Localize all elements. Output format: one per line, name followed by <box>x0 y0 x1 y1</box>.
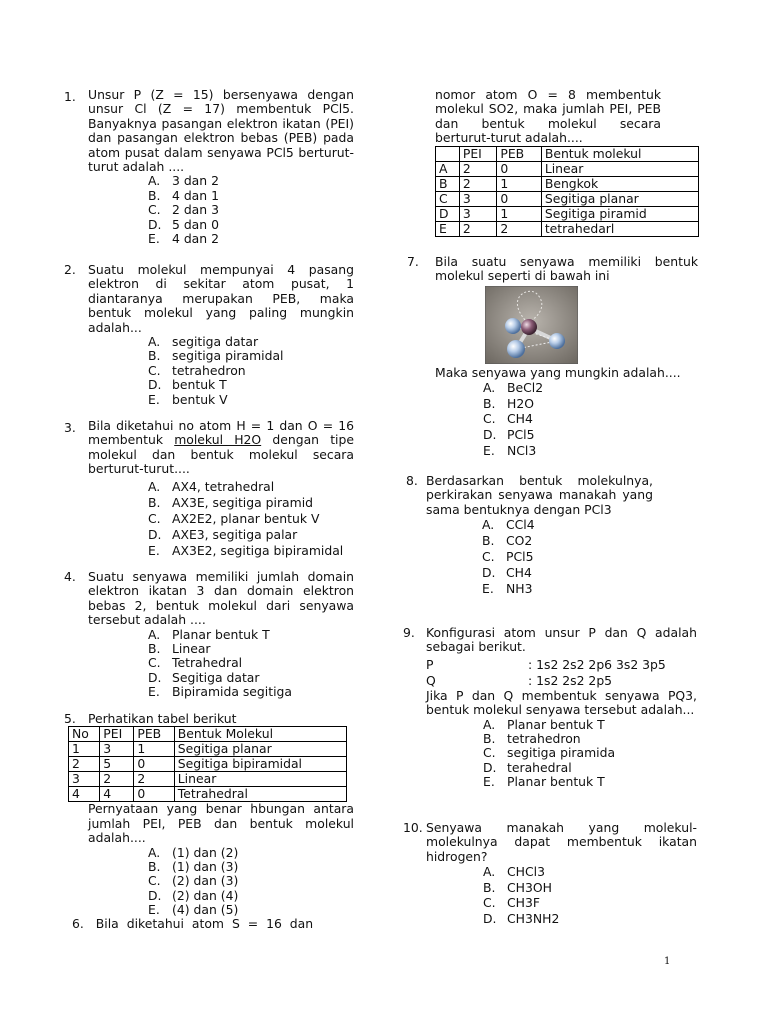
table-cell <box>436 146 460 161</box>
answer-option <box>148 232 354 246</box>
table-cell: A <box>436 161 460 176</box>
option-letter: A. <box>483 716 496 732</box>
option-text: AXE3, segitiga palar <box>172 526 298 542</box>
element-symbol: P <box>426 656 434 672</box>
option-letter: E. <box>148 231 160 247</box>
option-letter: C. <box>483 745 496 761</box>
answer-option <box>148 874 354 888</box>
option-list <box>483 718 697 790</box>
question-text: Bila suatu senyawa memiliki bentuk molekul seperti di bawah ini <box>435 254 698 284</box>
question-6-start <box>72 917 354 931</box>
option-text: CH3F <box>507 895 540 911</box>
table-cell: B <box>436 176 460 191</box>
question-number: 4. <box>64 569 76 584</box>
answer-option <box>483 732 697 746</box>
question-text-start: Bila diketahui atom S = 16 dan <box>95 916 314 931</box>
option-list <box>148 174 354 246</box>
option-text: terahedral <box>507 759 572 775</box>
table-cell: 1 <box>497 206 541 221</box>
option-letter: A. <box>148 173 161 189</box>
table-cell: 0 <box>134 757 174 772</box>
option-letter: C. <box>148 362 161 378</box>
question-number: 2. <box>64 262 76 277</box>
option-text: AX4, tetrahedral <box>172 478 275 494</box>
question-intro: Perhatikan tabel berikut <box>88 711 237 726</box>
table-row <box>69 772 347 787</box>
table-row <box>436 191 699 206</box>
option-letter: D. <box>148 887 162 903</box>
table-cell: 2 <box>134 772 174 787</box>
option-text: tetrahedron <box>507 731 581 747</box>
table-cell: 3 <box>459 191 496 206</box>
question-text: Berdasarkan bentuk molekulnya, perkirakan senyawa manakah yang sama bentuknya dengan PCl3 <box>426 473 653 517</box>
option-text: 4 dan 2 <box>172 231 219 247</box>
question-text: nomor atom O = 8 membentuk molekul SO2, maka jumlah PEI, PEB dan bentuk molekul secara berturut-turut adalah.... <box>435 87 661 146</box>
option-text: H2O <box>507 395 534 411</box>
option-letter: E. <box>483 774 495 790</box>
table-cell: Bentuk Molekul <box>174 727 346 742</box>
table-header-row <box>69 727 347 742</box>
question-9 <box>403 626 697 790</box>
option-text: 4 dan 1 <box>172 187 219 203</box>
option-letter: C. <box>148 202 161 218</box>
question-1 <box>64 87 354 247</box>
configuration-value: : 1s2 2s2 2p5 <box>528 672 613 688</box>
answer-option <box>148 685 354 699</box>
question-4 <box>64 569 354 700</box>
option-letter: D. <box>483 759 497 775</box>
table-cell: PEI <box>459 146 496 161</box>
question-number: 5. <box>64 711 76 726</box>
answer-option <box>483 718 697 732</box>
answer-option <box>148 393 354 407</box>
option-letter: D. <box>148 669 162 685</box>
answer-option <box>148 846 354 860</box>
answer-option <box>148 642 354 656</box>
table-cell: Segitiga planar <box>541 191 698 206</box>
option-text: bentuk V <box>172 391 228 407</box>
table-row <box>436 221 699 236</box>
option-letter: A. <box>483 864 496 880</box>
table-cell: D <box>436 206 460 221</box>
table-cell: 1 <box>134 742 174 757</box>
option-letter: E. <box>148 684 160 700</box>
table-cell: 2 <box>459 221 496 236</box>
option-letter: A. <box>483 380 496 396</box>
answer-option <box>148 495 354 511</box>
question-text <box>88 419 354 477</box>
table-cell: PEB <box>134 727 174 742</box>
answer-option <box>148 511 354 527</box>
option-letter: A. <box>148 626 161 642</box>
answer-option <box>483 775 697 789</box>
option-letter: E. <box>483 442 495 458</box>
option-letter: B. <box>148 348 161 364</box>
option-letter: B. <box>148 641 161 657</box>
table-cell: Linear <box>174 772 346 787</box>
option-letter: B. <box>483 395 496 411</box>
question-number: 7. <box>407 254 419 269</box>
question-text: Senyawa manakah yang molekul-molekulnya dapat membentuk ikatan hidrogen? <box>426 820 697 864</box>
question-number: 6. <box>72 916 84 931</box>
table-row <box>436 206 699 221</box>
answer-option <box>483 411 698 427</box>
option-text: NH3 <box>506 581 533 597</box>
configuration-row <box>426 673 697 689</box>
table-cell: tetrahedarl <box>541 221 698 236</box>
answer-option <box>148 174 354 188</box>
answer-option <box>148 218 354 232</box>
option-letter: D. <box>148 526 162 542</box>
answer-option <box>483 380 698 396</box>
answer-option <box>148 203 354 217</box>
question-5 <box>64 711 354 918</box>
table-cell: E <box>436 221 460 236</box>
table-cell: Linear <box>541 161 698 176</box>
table-cell: Segitiga bipiramidal <box>174 757 346 772</box>
answer-option <box>148 671 354 685</box>
question-prompt: Jika P dan Q membentuk senyawa PQ3, bentuk molekul senyawa tersebut adalah... <box>426 687 697 718</box>
table-cell: 2 <box>69 757 100 772</box>
option-text: NCl3 <box>507 442 537 458</box>
answer-option <box>148 860 354 874</box>
option-letter: E. <box>482 581 494 597</box>
question-2 <box>64 262 354 407</box>
option-text: BeCl2 <box>507 380 544 396</box>
answer-table <box>435 146 699 237</box>
option-text: 5 dan 0 <box>172 216 219 232</box>
option-list <box>148 479 354 559</box>
question-8 <box>406 474 653 597</box>
table-row <box>436 176 699 191</box>
answer-option <box>482 517 653 533</box>
answer-option <box>482 533 653 549</box>
question-text-start: Bila diketahui no atom H = 1 dan O = 16 membentuk <box>88 418 354 448</box>
table-cell: Bentuk molekul <box>541 146 698 161</box>
data-table <box>68 726 347 802</box>
answer-option <box>148 349 354 363</box>
answer-option <box>148 189 354 203</box>
option-text: CHCl3 <box>507 864 545 880</box>
option-text: CCl4 <box>506 517 535 533</box>
answer-option <box>148 479 354 495</box>
table-row <box>69 742 347 757</box>
option-text: (2) dan (3) <box>172 873 239 889</box>
table-row <box>69 757 347 772</box>
option-text: tetrahedron <box>172 362 246 378</box>
page-number: 1 <box>664 956 671 967</box>
table-cell: 2 <box>100 772 134 787</box>
option-text: Planar bentuk T <box>507 774 605 790</box>
answer-option <box>148 656 354 670</box>
table-cell: Segitiga piramid <box>541 206 698 221</box>
question-number: 3. <box>64 420 76 435</box>
option-letter: A. <box>148 844 161 860</box>
trigonal-pyramidal-molecule-icon <box>485 286 578 364</box>
option-text: CH4 <box>506 565 532 581</box>
option-text: Segitiga datar <box>172 669 260 685</box>
table-cell: 5 <box>100 757 134 772</box>
molecule-image <box>485 286 578 364</box>
option-letter: C. <box>148 873 161 889</box>
table-row <box>69 787 347 802</box>
question-10 <box>403 821 697 927</box>
option-letter: B. <box>483 879 496 895</box>
table-cell: 1 <box>69 742 100 757</box>
option-text: Planar bentuk T <box>172 626 270 642</box>
underlined-molecule: molekul H2O <box>174 432 262 448</box>
table-cell: 3 <box>100 742 134 757</box>
answer-option <box>483 396 698 412</box>
answer-option <box>148 378 354 392</box>
option-list <box>148 846 354 918</box>
question-prompt: Maka senyawa yang mungkin adalah.... <box>435 364 681 380</box>
answer-option <box>148 335 354 349</box>
option-text: Planar bentuk T <box>507 716 605 732</box>
table-cell: Segitiga planar <box>174 742 346 757</box>
table-cell: PEB <box>497 146 541 161</box>
answer-option <box>148 889 354 903</box>
table-cell: 2 <box>459 161 496 176</box>
question-number: 1. <box>64 89 76 104</box>
table-cell: 4 <box>69 787 100 802</box>
option-letter: C. <box>483 895 496 911</box>
question-text: Suatu molekul mempunyai 4 pasang elektron di sekitar atom pusat, 1 diantaranya merupakan PEB, maka bentuk molekul yang paling mungkin adalah... <box>88 262 354 335</box>
answer-option <box>483 427 698 443</box>
table-cell: 2 <box>459 176 496 191</box>
option-letter: D. <box>148 377 162 393</box>
option-list <box>148 628 354 700</box>
table-cell: 3 <box>69 772 100 787</box>
option-letter: B. <box>148 494 161 510</box>
option-letter: B. <box>148 859 161 875</box>
table-cell: 1 <box>497 176 541 191</box>
answer-option <box>483 761 697 775</box>
option-text: segitiga datar <box>172 334 259 350</box>
answer-option <box>483 443 698 459</box>
table-cell: 0 <box>134 787 174 802</box>
table-row <box>436 161 699 176</box>
option-letter: C. <box>482 549 495 565</box>
option-text: segitiga piramida <box>507 745 616 761</box>
option-letter: C. <box>148 655 161 671</box>
option-letter: E. <box>148 902 160 918</box>
configuration-row <box>426 657 697 673</box>
table-cell: 0 <box>497 191 541 206</box>
option-letter: B. <box>483 731 496 747</box>
option-list <box>148 335 354 407</box>
answer-option <box>148 527 354 543</box>
option-letter: D. <box>483 427 497 442</box>
option-text: CH3OH <box>507 879 552 895</box>
option-letter: C. <box>483 411 496 427</box>
answer-option <box>483 911 697 927</box>
option-text: 3 dan 2 <box>172 173 219 189</box>
option-letter: A. <box>148 334 161 350</box>
option-letter: D. <box>482 565 496 581</box>
option-letter: C. <box>148 510 161 526</box>
option-letter: E. <box>148 542 160 558</box>
table-cell: No <box>69 727 100 742</box>
table-cell: C <box>436 191 460 206</box>
option-letter: D. <box>483 911 497 926</box>
option-text: AX3E2, segitiga bipiramidal <box>172 542 344 558</box>
table-cell: Bengkok <box>541 176 698 191</box>
answer-option <box>483 864 697 880</box>
option-letter: A. <box>148 478 161 494</box>
table-cell: 4 <box>100 787 134 802</box>
option-text: Tetrahedral <box>172 655 243 671</box>
option-text: PCl5 <box>506 549 534 565</box>
option-text: (2) dan (4) <box>172 887 239 903</box>
option-text: (1) dan (2) <box>172 844 239 860</box>
question-text: Suatu senyawa memiliki jumlah domain elektron ikatan 3 dan domain elektron bebas 2, bentuk molekul dari senyawa tersebut adalah .... <box>88 569 354 628</box>
answer-option <box>483 746 697 760</box>
answer-option <box>483 895 697 911</box>
element-symbol: Q <box>426 672 436 688</box>
answer-option <box>482 549 653 565</box>
question-text-end: dengan tipe molekul dan bentuk molekul secara berturut-turut.... <box>88 432 354 477</box>
question-number: 10. <box>403 820 423 835</box>
option-letter: B. <box>482 533 495 549</box>
option-letter: D. <box>148 216 162 232</box>
question-number: 8. <box>406 473 418 488</box>
question-7 <box>407 254 698 458</box>
question-text: Unsur P (Z = 15) bersenyawa dengan unsur Cl (Z = 17) membentuk PCl5. Banyaknya pasangan elektron ikatan (PEI) dan pasangan elektron bebas (PEB) pada atom pusat dalam senyawa PCl5 berturut-turut adalah .... <box>88 87 354 175</box>
table-header-row <box>436 146 699 161</box>
table-cell: PEI <box>100 727 134 742</box>
option-text: 2 dan 3 <box>172 202 219 218</box>
question-3 <box>64 418 354 559</box>
answer-option <box>148 543 354 559</box>
answer-option <box>482 581 653 597</box>
option-text: (1) dan (3) <box>172 859 239 875</box>
option-text: Bipiramida segitiga <box>172 684 292 700</box>
question-number: 9. <box>403 625 415 640</box>
option-list <box>483 864 697 926</box>
question-6-continued <box>435 88 661 237</box>
electron-configurations <box>426 657 697 689</box>
option-text: segitiga piramidal <box>172 348 284 364</box>
answer-option <box>482 565 653 581</box>
answer-option <box>483 880 697 896</box>
table-cell: 2 <box>497 221 541 236</box>
option-text: CO2 <box>506 533 533 549</box>
option-letter: A. <box>482 517 495 533</box>
option-text: CH4 <box>507 411 533 427</box>
option-list <box>483 380 698 458</box>
table-cell: 0 <box>497 161 541 176</box>
option-text: (4) dan (5) <box>172 902 239 918</box>
option-text: bentuk T <box>172 377 227 393</box>
question-text: Konfigurasi atom unsur P dan Q adalah sebagai berikut. <box>426 625 697 655</box>
question-text: Pernyataan yang benar hbungan antara jumlah PEI, PEB dan bentuk molekul adalah.... <box>88 801 354 846</box>
answer-option <box>148 364 354 378</box>
option-list <box>482 517 653 597</box>
option-text: AX2E2, planar bentuk V <box>172 510 320 526</box>
option-letter: E. <box>148 391 160 407</box>
configuration-value: : 1s2 2s2 2p6 3s2 3p5 <box>528 656 666 672</box>
option-text: AX3E, segitiga piramid <box>172 494 314 510</box>
option-letter: B. <box>148 187 161 203</box>
table-cell: 3 <box>459 206 496 221</box>
option-text: Linear <box>172 641 211 657</box>
answer-option <box>148 628 354 642</box>
table-cell: Tetrahedral <box>174 787 346 802</box>
option-text: CH3NH2 <box>507 911 560 926</box>
option-text: PCl5 <box>507 427 535 442</box>
